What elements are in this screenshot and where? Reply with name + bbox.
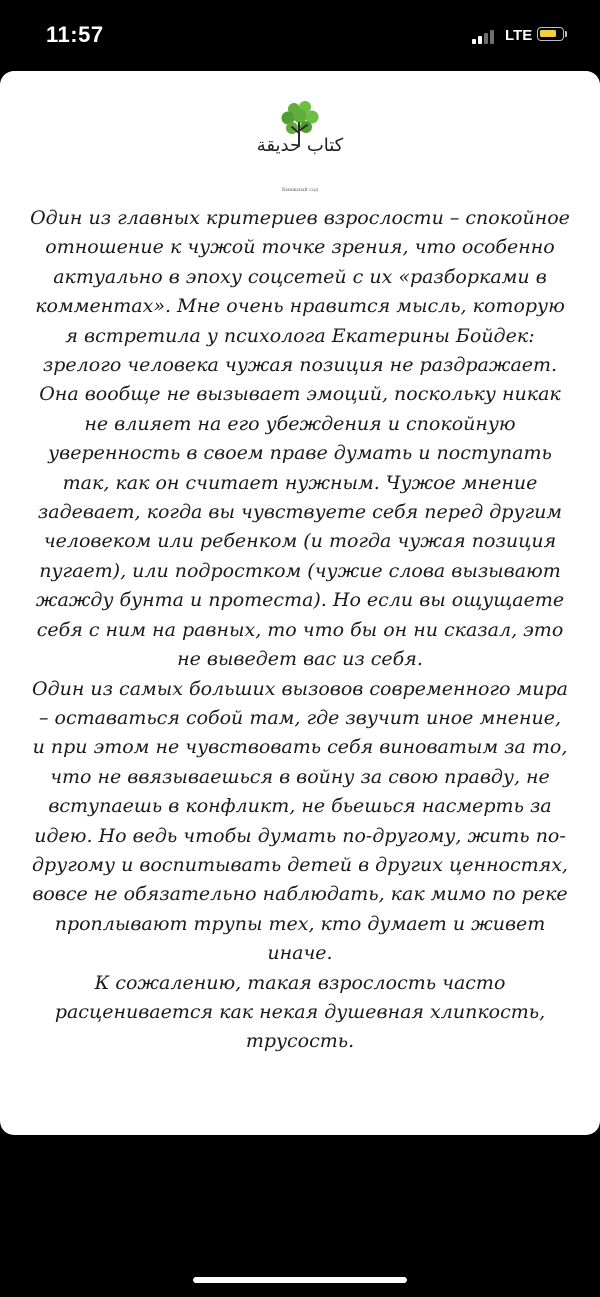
story-card xyxy=(0,71,600,1135)
home-indicator[interactable] xyxy=(193,1277,407,1283)
status-time: 11:57 xyxy=(46,22,104,47)
status-bar xyxy=(0,0,600,70)
article-paragraph-3: К сожалению, такая взрослость часто расценивается как некая душевная хлипкость, трусость. xyxy=(54,971,546,1053)
article-text xyxy=(30,204,570,1057)
network-type: LTE xyxy=(505,27,533,44)
battery-icon xyxy=(537,27,564,41)
logo-caption: Книжный сад xyxy=(281,187,319,193)
article-paragraph-1: Один из главных критериев взрослости – спокойное отношение к чужой точке зрения, что особенно актуально в эпоху соцсетей с их «разборками в комментах». Мне очень нравится мысль, которую я встретила у психолога Екатерины Бойдек: зрелого человека чужая позиция не раздражает. Она вообще не вызывает эмоций, поскольку никак не влияет на его убеждения и спокойную уверенность в своем праве думать и поступать так, как он считает нужным. Чужое мнение задевает, когда вы чувствуете себя перед другим человеком или ребенком (и тогда чужая позиция пугает), или подростком (чужие слова вызывают жажду бунта и протеста). Но если вы ощущаете себя с ним на равных, то что бы он ни сказал, это не выведет вас из себя. xyxy=(30,207,570,671)
battery-tip xyxy=(565,31,567,37)
cellular-signal-icon xyxy=(472,30,500,44)
article-paragraph-2: Один из самых больших вызовов современного мира – оставаться собой там, где звучит иное мнение, и при этом не чувствовать себя виноватым за то, что не ввязываешься в войну за свою правду, не вступаешь в конфликт, не бьешься насмерть за идею. Но ведь чтобы думать по-другому, жить по-другому и воспитывать детей в других ценностях, вовсе не обязательно наблюдать, как мимо по реке проплывают трупы тех, кто думает и живет иначе. xyxy=(32,677,568,965)
battery-level xyxy=(540,30,556,37)
logo-arabic-text: كتاب حديقة xyxy=(256,135,344,156)
